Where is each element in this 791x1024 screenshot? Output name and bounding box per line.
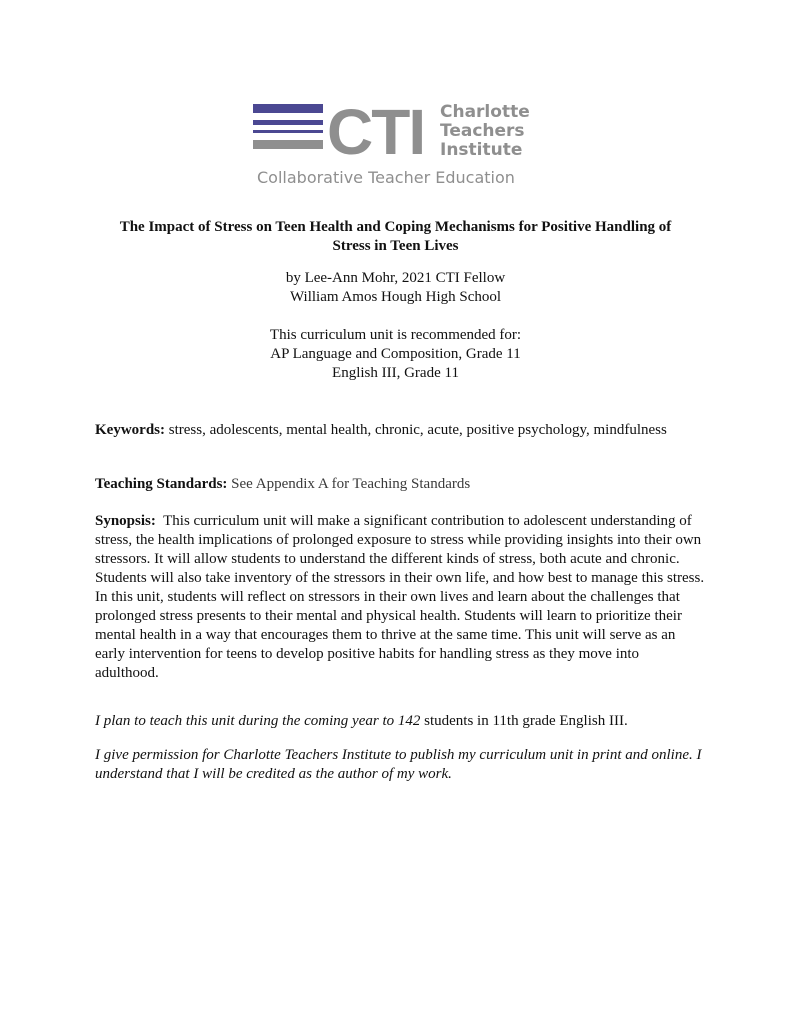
logo-bar-thin: [253, 130, 323, 133]
keywords-paragraph: [95, 421, 705, 440]
unit-title-line1: The Impact of Stress on Teen Health and Coping Mechanisms for Positive Handling of: [119, 219, 672, 235]
teaching-standards-label: Teaching Standards:: [95, 476, 228, 492]
cti-logo-graphic: [253, 97, 535, 191]
synopsis-label: Synopsis:: [95, 513, 156, 529]
logo-bar-bottom: [253, 140, 323, 149]
logo-name-line2: Teachers: [440, 121, 525, 141]
logo-name-line3: Institute: [440, 140, 523, 160]
logo-bar-middle: [253, 120, 323, 125]
plan-student-count: 142: [397, 713, 421, 729]
teaching-standards-paragraph: [95, 475, 705, 494]
author-line: by Lee-Ann Mohr, 2021 CTI Fellow: [285, 270, 506, 286]
logo-name-line1: Charlotte: [440, 102, 530, 122]
teaching-standards-text: See Appendix A for Teaching Standards: [231, 476, 471, 492]
unit-title-line2: Stress in Teen Lives: [332, 238, 459, 254]
keywords-text: stress, adolescents, mental health, chronic, acute, positive psychology, mindfulness: [168, 422, 667, 438]
plan-prefix: I plan to teach this unit during the coming year to: [95, 713, 395, 729]
synopsis-text: This curriculum unit will make a significant contribution to adolescent understanding of stress, the health implications of prolonged exposure to stress while providing insights into their own stressors. It will allow students to understand the different kinds of stress, both acute and chronic. Students will also take inventory of the stressors in their own life, and how best to manage this stress. In this unit, students will reflect on stressors in their own lives and learn about the challenges that prolonged stress presents to their mental and physical health. Students will learn to prioritize their mental health in a way that encourages them to thrive at the same time. This unit will serve as an early intervention for teens to develop positive habits for handling stress as they move into adulthood.: [95, 513, 705, 681]
unit-title: [80, 218, 711, 256]
permission-statement: I give permission for Charlotte Teachers Institute to publish my curriculum unit in print and online. I understand that I will be credited as the author of my work.: [95, 747, 702, 782]
synopsis-paragraph: [95, 512, 705, 683]
plan-paragraph: [95, 712, 705, 731]
logo-acronym: CTI: [327, 97, 425, 168]
cti-logo: [253, 97, 535, 191]
byline: [80, 269, 711, 307]
recommendation-intro: This curriculum unit is recommended for:: [269, 327, 522, 343]
keywords-label: Keywords:: [95, 422, 165, 438]
school-line: William Amos Hough High School: [289, 289, 502, 305]
plan-suffix: students in 11th grade English III.: [424, 713, 628, 729]
logo-bar-top: [253, 104, 323, 113]
logo-tagline: Collaborative Teacher Education: [257, 168, 515, 187]
recommended-course-2: English III, Grade 11: [332, 365, 459, 381]
recommendation-block: [80, 326, 711, 383]
recommended-course-1: AP Language and Composition, Grade 11: [270, 346, 521, 362]
